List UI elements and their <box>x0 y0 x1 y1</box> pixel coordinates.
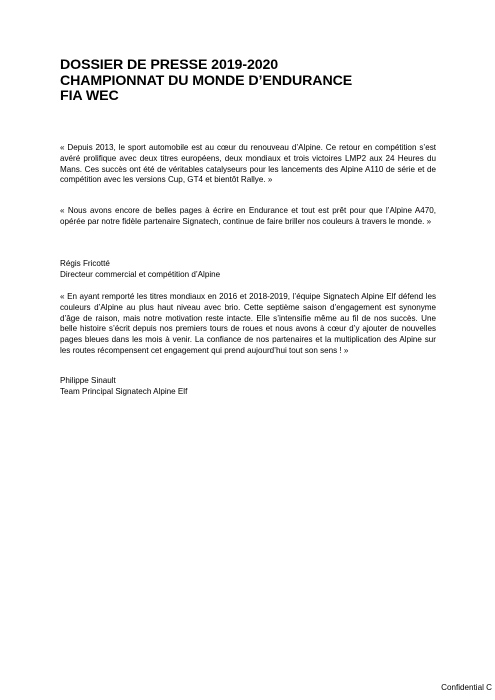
signature-block-2 <box>60 376 436 398</box>
quote-paragraph-2 <box>60 206 436 228</box>
title-line-3: FIA WEC <box>60 88 119 104</box>
signature-name-1: Régis Fricotté <box>60 259 110 268</box>
document-title <box>60 58 440 105</box>
quote-text-2: « Nous avons encore de belles pages à écrire en Endurance et tout est prêt pour que l’Alpine A470, opérée par notre fidèle partenaire Signatech, continue de faire briller nos couleurs à travers le monde. » <box>60 206 436 226</box>
signature-block-1 <box>60 259 436 281</box>
quote-text-1: « Depuis 2013, le sport automobile est au cœur du renouveau d’Alpine. Ce retour en compétition s’est avéré prolifique avec deux titres européens, deux mondiaux et trois victoires LMP2 aux 24 Heures du Mans. Ces succès ont été de véritables catalyseurs pour les lancements des Alpine A110 de série et de compétition avec les versions Cup, GT4 et bientôt Rallye. » <box>60 143 436 185</box>
signature-name-2: Philippe Sinault <box>60 376 116 385</box>
quote-text-3: « En ayant remporté les titres mondiaux en 2016 et 2018-2019, l’équipe Signatech Alpine Elf défend les couleurs d’Alpine au plus haut niveau avec brio. Cette septième saison d’engagement est synonyme d’âge de raison, mais notre motivation reste intacte. Elle s’intensifie même au fil de nos succès. Une belle histoire s’écrit depuis nos premiers tours de roues et nous avons à cœur d’y ajouter de nouvelles pages bleues dans les mois à venir. La confiance de nos partenaires et la multiplication des Alpine sur les routes récompensent cet engagement qui prend aujourd’hui tout son sens ! » <box>60 292 436 355</box>
quote-paragraph-1 <box>60 143 436 186</box>
quote-paragraph-3 <box>60 292 436 357</box>
title-line-2: CHAMPIONNAT DU MONDE D’ENDURANCE <box>60 72 353 89</box>
signature-role-1: Directeur commercial et compétition d’Alpine <box>60 269 221 279</box>
signature-role-2: Team Principal Signatech Alpine Elf <box>60 386 188 396</box>
title-line-1: DOSSIER DE PRESSE 2019-2020 <box>60 57 279 73</box>
confidentiality-label: Confidential C <box>441 683 492 692</box>
